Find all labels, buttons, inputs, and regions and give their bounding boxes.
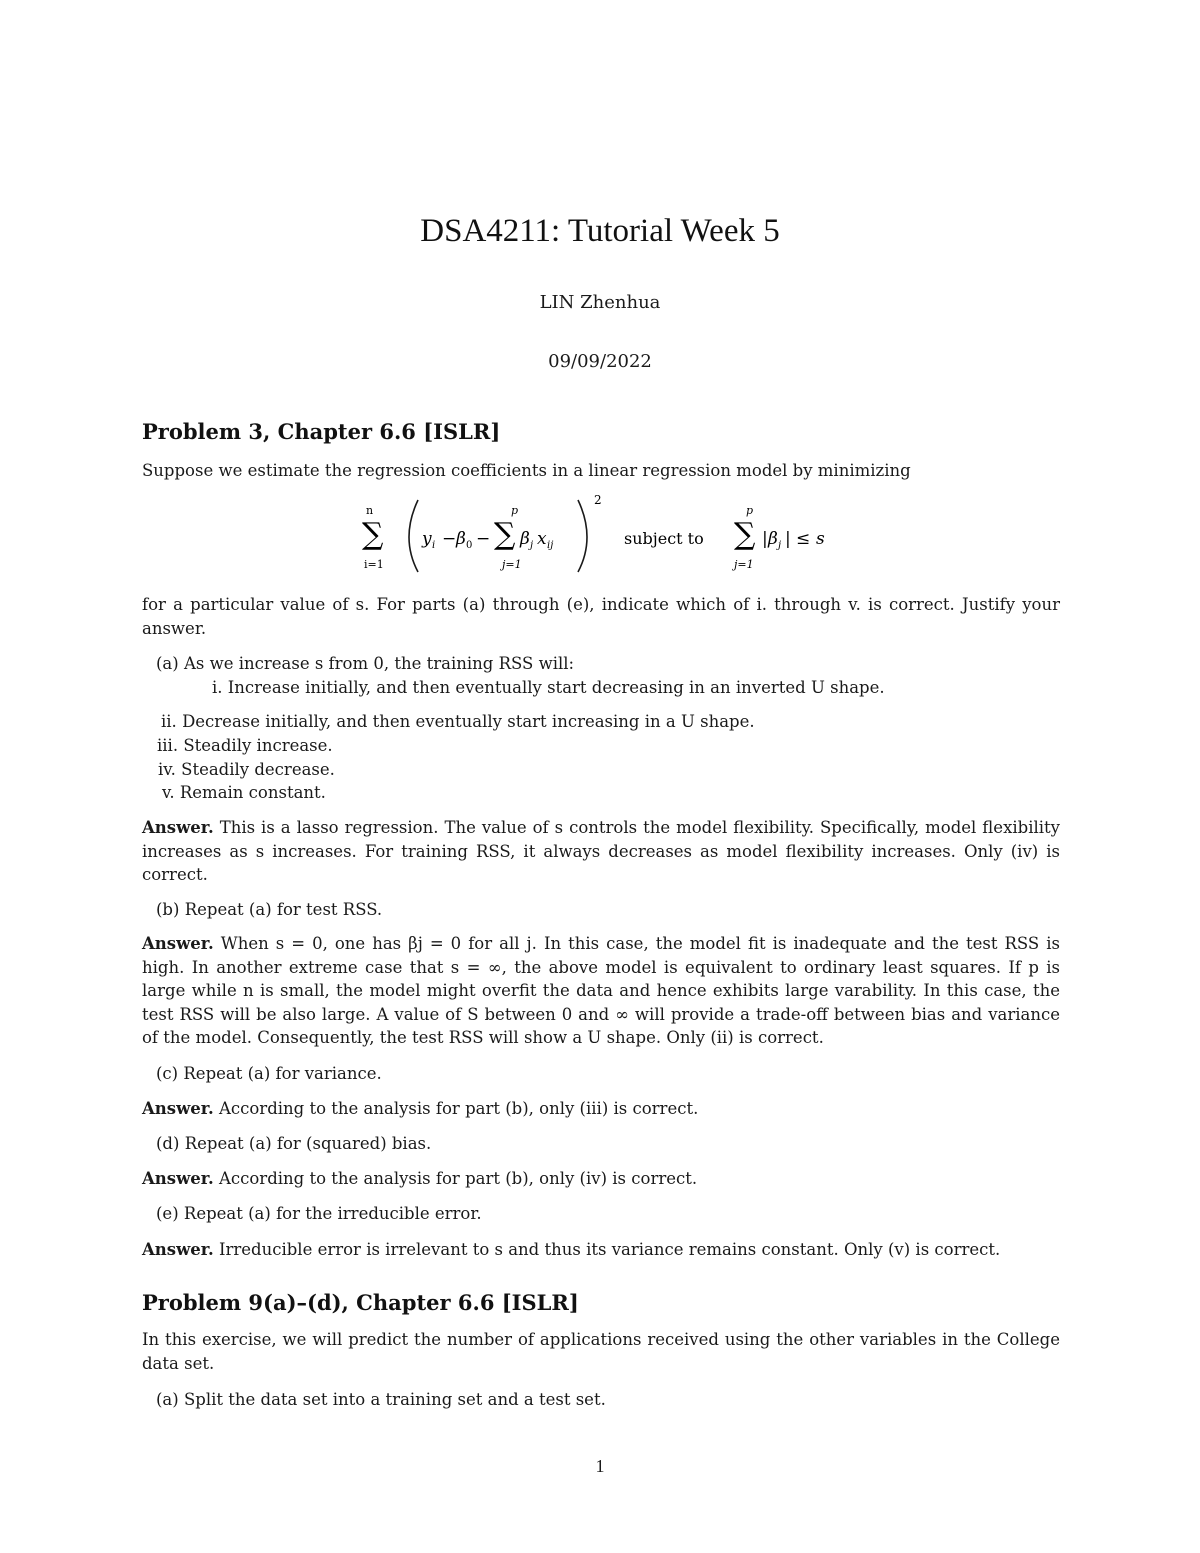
option-i [212,676,885,699]
minus-2: − [476,529,491,549]
lasso-objective-formula [362,493,842,580]
option-iv-text: Steadily decrease. [181,760,335,779]
document-title: DSA4211: Tutorial Week 5 [420,213,780,249]
answer-c-text: According to the analysis for part (b), only (iii) is correct. [218,1099,699,1118]
abs-open: | [762,529,768,549]
problem-9-part-a-text: Split the data set into a training set and a test set. [183,1390,606,1409]
abs-beta-j-sub: j [778,540,782,551]
sum-upper-p: p [511,504,519,517]
part-d-label: (d) [156,1134,180,1153]
option-v-label: v. [162,783,175,802]
problem-9-heading: Problem 9(a)–(d), Chapter 6.6 [ISLR] [142,1290,579,1315]
s-symbol: s [816,529,825,549]
sum-upper-n: n [366,504,374,517]
sum-lower-i: i=1 [364,558,384,571]
sum-symbol-3: ∑ [734,517,756,552]
y-term: y [422,529,432,549]
part-e-question [156,1202,482,1225]
answer-d-label: Answer. [142,1169,214,1188]
answer-a-label: Answer. [142,818,214,837]
beta-0: β [456,529,466,549]
sum3-upper-p: p [746,504,754,517]
answer-c [142,1097,1060,1121]
answer-e [142,1238,1060,1262]
answer-d-text: According to the analysis for part (b), only (iv) is correct. [218,1169,698,1188]
option-iii-text: Steadily increase. [183,736,333,755]
problem-3-heading: Problem 3, Chapter 6.6 [ISLR] [142,419,501,444]
part-c-text: Repeat (a) for variance. [183,1064,382,1083]
document-author: LIN Zhenhua [539,292,661,313]
page-number: 1 [595,1456,605,1476]
part-d-question [156,1132,431,1155]
option-i-text: Increase initially, and then eventually start decreasing in an inverted U shape. [227,678,885,697]
answer-d [142,1167,1060,1191]
option-iv [158,758,335,781]
option-iii [157,734,333,757]
part-e-text: Repeat (a) for the irreducible error. [183,1204,482,1223]
answer-a-text: This is a lasso regression. The value of s controls the model flexibility. Specifically, model flexibility increases as s increases. For training RSS, it always decreases as model flexibility increases. Only (iv) is correct. [142,818,1060,884]
problem-9-part-a-label: (a) [156,1390,179,1409]
part-a-label: (a) [156,654,179,673]
abs-beta-j: β [768,529,778,549]
option-i-label: i. [212,678,223,697]
answer-b-label: Answer. [142,934,214,953]
sum-symbol-i: ∑ [362,517,384,552]
x-sub: ij [547,540,554,551]
x-term: x [537,529,547,549]
beta-j: β [520,529,530,549]
sum-lower-j: j=1 [502,558,522,571]
part-c-label: (c) [156,1064,179,1083]
option-ii [161,710,755,733]
part-a-text: As we increase s from 0, the training RSS will: [183,654,575,673]
problem-3-after-formula: for a particular value of s. For parts (a) through (e), indicate which of i. through v. is correct. Justify your answer. [142,595,1060,638]
option-v-text: Remain constant. [179,783,326,802]
problem-9-intro: In this exercise, we will predict the number of applications received using the other variables in the College data set. [142,1330,1060,1373]
option-ii-label: ii. [161,712,177,731]
part-b-question [156,898,382,921]
part-e-label: (e) [156,1204,179,1223]
answer-b-text: When s = 0, one has βj = 0 for all j. In this case, the model fit is inadequate and the test RSS is high. In another extreme case that s = ∞, the above model is equivalent to ordinary least squares. If p is large while n is small, the model might overfit the data and hence exhibits large varability. In this case, the test RSS will be also large. A value of S between 0 and ∞ will provide a trade-off between bias and variance of the model. Consequently, the test RSS will show a U shape. Only (ii) is correct. [142,934,1061,1047]
beta-0-sub: 0 [466,540,473,551]
part-c-question [156,1062,382,1085]
problem-3-intro: Suppose we estimate the regression coefficients in a linear regression model by minimizing [142,461,911,480]
y-sub: i [432,540,436,551]
document-date: 09/09/2022 [548,351,652,372]
answer-e-text: Irreducible error is irrelevant to s and thus its variance remains constant. Only (v) is correct. [218,1240,1001,1259]
part-b-text: Repeat (a) for test RSS. [184,900,383,919]
big-left-paren [409,500,418,572]
part-b-label: (b) [156,900,180,919]
abs-close: | [785,529,791,549]
option-v [162,781,326,804]
option-iv-label: iv. [158,760,176,779]
subject-to-text: subject to [624,529,704,548]
minus-1: − [442,529,457,549]
problem-9-part-a [156,1388,606,1411]
option-ii-text: Decrease initially, and then eventually start increasing in a U shape. [182,712,755,731]
big-right-paren [578,500,587,572]
beta-j-sub: j [530,540,534,551]
power-two: 2 [594,493,602,507]
answer-a [142,816,1060,887]
sum-symbol-j: ∑ [494,517,516,552]
sum3-lower-j: j=1 [734,558,754,571]
answer-c-label: Answer. [142,1099,214,1118]
answer-e-label: Answer. [142,1240,214,1259]
leq-symbol: ≤ [796,529,811,549]
part-d-text: Repeat (a) for (squared) bias. [184,1134,432,1153]
option-iii-label: iii. [157,736,179,755]
answer-b [142,932,1060,1050]
part-a-question [156,652,574,675]
